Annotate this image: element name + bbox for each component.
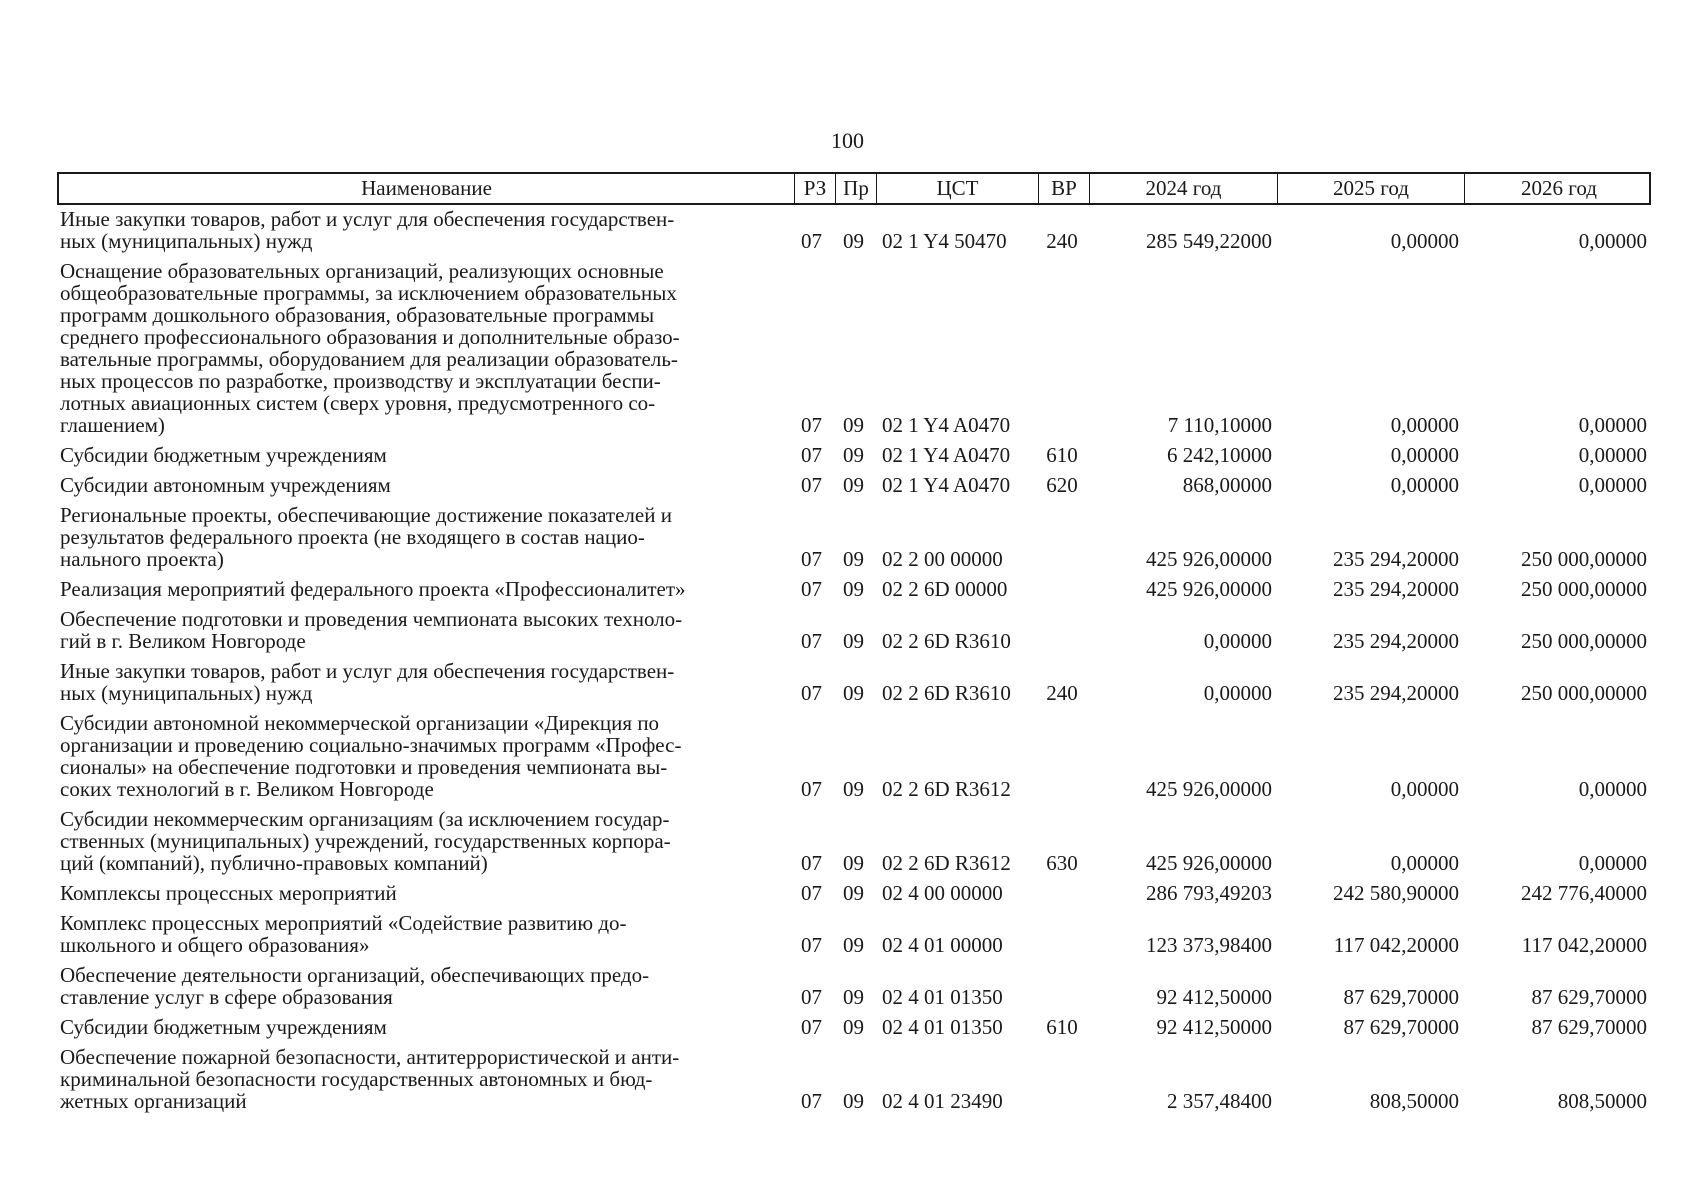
row-value-2025: 0,00000 — [1390, 851, 1459, 875]
row-vr: 610 — [1046, 1015, 1078, 1039]
row-name-line: Обеспечение деятельности организаций, обеспечивающих предо- — [60, 963, 650, 987]
row-value-2025: 235 294,20000 — [1333, 681, 1459, 705]
row-pr: 09 — [843, 577, 864, 601]
row-cst: 02 2 6D R3612 — [882, 777, 1011, 801]
row-name-line: общеобразовательные программы, за исключением образовательных — [60, 281, 677, 305]
row-name-line: Субсидии бюджетным учреждениям — [60, 1015, 387, 1039]
row-rz: 07 — [801, 851, 822, 875]
row-value-2025: 235 294,20000 — [1333, 547, 1459, 571]
row-pr: 09 — [843, 933, 864, 957]
row-name-line: глашением) — [60, 413, 165, 437]
row-cst: 02 1 Y4 50470 — [882, 229, 1007, 253]
table-row — [60, 964, 1651, 1008]
row-value-2026: 242 776,40000 — [1521, 881, 1647, 905]
row-value-2025: 0,00000 — [1390, 443, 1459, 467]
row-rz: 07 — [801, 1089, 822, 1113]
row-pr: 09 — [843, 681, 864, 705]
row-name-line: Реализация мероприятий федерального проекта «Профессионалитет» — [60, 577, 686, 601]
row-name-line: сионалы» на обеспечение подготовки и проведения чемпионата вы- — [60, 755, 668, 779]
row-pr: 09 — [843, 1089, 864, 1113]
table-row — [60, 712, 1651, 800]
row-name — [60, 208, 790, 252]
row-pr: 09 — [843, 777, 864, 801]
row-value-2024: 7 110,10000 — [1167, 413, 1272, 437]
row-name-line: Субсидии автономной некоммерческой организации «Дирекция по — [60, 711, 660, 735]
column-header-2025: 2025 год — [1277, 174, 1464, 203]
column-header-pr: Пр — [835, 174, 876, 203]
row-rz: 07 — [801, 547, 822, 571]
row-rz: 07 — [801, 777, 822, 801]
row-rz: 07 — [801, 1015, 822, 1039]
row-value-2024: 0,00000 — [1203, 629, 1272, 653]
row-name-line: Оснащение образовательных организаций, реализующих основные — [60, 259, 664, 283]
row-cst: 02 4 01 00000 — [882, 933, 1003, 957]
table-row — [60, 208, 1651, 252]
row-value-2025: 0,00000 — [1390, 229, 1459, 253]
row-rz: 07 — [801, 413, 822, 437]
table-row — [60, 474, 1651, 496]
row-value-2026: 250 000,00000 — [1521, 577, 1647, 601]
row-name-line: соких технологий в г. Великом Новгороде — [60, 777, 434, 801]
row-value-2025: 0,00000 — [1390, 473, 1459, 497]
table-row — [60, 1016, 1651, 1038]
row-value-2026: 117 042,20000 — [1521, 933, 1647, 957]
row-name-line: ных процессов по разработке, производству и эксплуатации беспи- — [60, 369, 661, 393]
row-value-2026: 250 000,00000 — [1521, 681, 1647, 705]
row-name — [60, 912, 790, 956]
row-cst: 02 4 01 01350 — [882, 1015, 1003, 1039]
table-row — [60, 1046, 1651, 1112]
page-number: 100 — [831, 128, 864, 153]
row-value-2025: 808,50000 — [1369, 1089, 1459, 1113]
row-name-line: лотных авиационных систем (сверх уровня, предусмотренного со- — [60, 391, 656, 415]
row-rz: 07 — [801, 629, 822, 653]
row-name — [60, 260, 790, 436]
table-row — [60, 260, 1651, 436]
row-value-2024: 425 926,00000 — [1146, 547, 1272, 571]
column-header-2024: 2024 год — [1089, 174, 1277, 203]
row-vr: 620 — [1046, 473, 1078, 497]
row-value-2026: 87 629,70000 — [1531, 1015, 1647, 1039]
row-pr: 09 — [843, 473, 864, 497]
row-name-line: Региональные проекты, обеспечивающие достижение показателей и — [60, 503, 672, 527]
row-cst: 02 2 00 00000 — [882, 547, 1003, 571]
row-value-2026: 0,00000 — [1578, 777, 1647, 801]
row-pr: 09 — [843, 881, 864, 905]
row-pr: 09 — [843, 1015, 864, 1039]
row-name — [60, 474, 790, 496]
table-header — [57, 172, 1651, 205]
row-pr: 09 — [843, 229, 864, 253]
row-name-line: среднего профессионального образования и дополнительные образо- — [60, 325, 680, 349]
row-value-2024: 2 357,48400 — [1167, 1089, 1272, 1113]
row-cst: 02 4 00 00000 — [882, 881, 1003, 905]
row-name-line: Субсидии бюджетным учреждениям — [60, 443, 387, 467]
row-value-2025: 117 042,20000 — [1333, 933, 1459, 957]
row-cst: 02 2 6D R3610 — [882, 681, 1011, 705]
row-value-2026: 87 629,70000 — [1531, 985, 1647, 1009]
row-value-2024: 6 242,10000 — [1167, 443, 1272, 467]
row-value-2026: 0,00000 — [1578, 443, 1647, 467]
row-name — [60, 712, 790, 800]
row-name — [60, 808, 790, 874]
row-cst: 02 2 6D R3610 — [882, 629, 1011, 653]
row-value-2024: 285 549,22000 — [1146, 229, 1272, 253]
row-value-2024: 868,00000 — [1182, 473, 1272, 497]
row-value-2026: 0,00000 — [1578, 229, 1647, 253]
table-row — [60, 912, 1651, 956]
row-vr: 240 — [1046, 229, 1078, 253]
row-pr: 09 — [843, 547, 864, 571]
row-name-line: нального проекта) — [60, 547, 224, 571]
row-name — [60, 578, 790, 600]
row-name-line: ций (компаний), публично-правовых компаний) — [60, 851, 488, 875]
row-name-line: ных (муниципальных) нужд — [60, 681, 313, 705]
row-name-line: Обеспечение подготовки и проведения чемпионата высоких техноло- — [60, 607, 683, 631]
row-name — [60, 1016, 790, 1038]
table-body — [60, 208, 1651, 1120]
row-name-line: результатов федерального проекта (не входящего в состав нацио- — [60, 525, 645, 549]
row-vr: 610 — [1046, 443, 1078, 467]
row-name — [60, 660, 790, 704]
row-value-2024: 0,00000 — [1203, 681, 1272, 705]
row-rz: 07 — [801, 443, 822, 467]
row-name-line: Комплекс процессных мероприятий «Содействие развитию до- — [60, 911, 627, 935]
row-cst: 02 4 01 01350 — [882, 985, 1003, 1009]
row-vr: 630 — [1046, 851, 1078, 875]
row-name-line: криминальной безопасности государственных автономных и бюд- — [60, 1067, 653, 1091]
row-rz: 07 — [801, 577, 822, 601]
column-header-name: Наименование — [361, 176, 492, 200]
row-rz: 07 — [801, 933, 822, 957]
table-row — [60, 660, 1651, 704]
row-name-line: программ дошкольного образования, образовательные программы — [60, 303, 655, 327]
table-row — [60, 608, 1651, 652]
row-name-line: ных (муниципальных) нужд — [60, 229, 313, 253]
row-value-2024: 425 926,00000 — [1146, 851, 1272, 875]
row-name — [60, 1046, 790, 1112]
row-cst: 02 1 Y4 A0470 — [882, 473, 1011, 497]
row-name-line: Иные закупки товаров, работ и услуг для обеспечения государствен- — [60, 659, 675, 683]
row-pr: 09 — [843, 413, 864, 437]
row-value-2026: 0,00000 — [1578, 413, 1647, 437]
row-name — [60, 504, 790, 570]
row-value-2026: 250 000,00000 — [1521, 547, 1647, 571]
table-row — [60, 578, 1651, 600]
row-name — [60, 608, 790, 652]
row-rz: 07 — [801, 229, 822, 253]
row-value-2026: 250 000,00000 — [1521, 629, 1647, 653]
row-value-2025: 0,00000 — [1390, 413, 1459, 437]
row-name-line: Субсидии некоммерческим организациям (за исключением государ- — [60, 807, 670, 831]
row-rz: 07 — [801, 881, 822, 905]
row-name-line: Иные закупки товаров, работ и услуг для обеспечения государствен- — [60, 207, 675, 231]
row-pr: 09 — [843, 851, 864, 875]
row-value-2024: 425 926,00000 — [1146, 577, 1272, 601]
row-value-2025: 0,00000 — [1390, 777, 1459, 801]
row-pr: 09 — [843, 443, 864, 467]
row-value-2024: 425 926,00000 — [1146, 777, 1272, 801]
row-name-line: организации и проведению социально-значимых программ «Профес- — [60, 733, 682, 757]
row-name — [60, 882, 790, 904]
row-pr: 09 — [843, 985, 864, 1009]
row-name-line: ставление услуг в сфере образования — [60, 985, 393, 1009]
row-value-2024: 92 412,50000 — [1156, 1015, 1272, 1039]
row-name — [60, 964, 790, 1008]
row-cst: 02 2 6D R3612 — [882, 851, 1011, 875]
row-value-2026: 0,00000 — [1578, 851, 1647, 875]
column-header-rz: РЗ — [794, 174, 835, 203]
table-row — [60, 882, 1651, 904]
column-header-2026: 2026 год — [1464, 174, 1653, 203]
row-name-line: жетных организаций — [60, 1089, 247, 1113]
row-cst: 02 1 Y4 A0470 — [882, 443, 1011, 467]
column-header-cst: ЦСТ — [876, 174, 1038, 203]
row-value-2026: 808,50000 — [1557, 1089, 1647, 1113]
row-name-line: Субсидии автономным учреждениям — [60, 473, 391, 497]
row-value-2025: 242 580,90000 — [1333, 881, 1459, 905]
row-name — [60, 444, 790, 466]
row-cst: 02 1 Y4 A0470 — [882, 413, 1011, 437]
row-value-2024: 123 373,98400 — [1146, 933, 1272, 957]
row-value-2024: 92 412,50000 — [1156, 985, 1272, 1009]
row-pr: 09 — [843, 629, 864, 653]
row-rz: 07 — [801, 473, 822, 497]
row-name-line: Обеспечение пожарной безопасности, антитеррористической и анти- — [60, 1045, 680, 1069]
table-row — [60, 504, 1651, 570]
table-row — [60, 444, 1651, 466]
row-value-2025: 87 629,70000 — [1343, 1015, 1459, 1039]
column-header-vr: ВР — [1038, 174, 1089, 203]
table-row — [60, 808, 1651, 874]
row-name-line: школьного и общего образования» — [60, 933, 370, 957]
row-value-2024: 286 793,49203 — [1146, 881, 1272, 905]
row-value-2025: 235 294,20000 — [1333, 577, 1459, 601]
row-cst: 02 2 6D 00000 — [882, 577, 1008, 601]
row-name-line: Комплексы процессных мероприятий — [60, 881, 397, 905]
row-name-line: гий в г. Великом Новгороде — [60, 629, 306, 653]
row-vr: 240 — [1046, 681, 1078, 705]
row-name-line: вательные программы, оборудованием для реализации образователь- — [60, 347, 678, 371]
row-cst: 02 4 01 23490 — [882, 1089, 1003, 1113]
row-value-2025: 235 294,20000 — [1333, 629, 1459, 653]
row-rz: 07 — [801, 985, 822, 1009]
row-rz: 07 — [801, 681, 822, 705]
row-name-line: ственных (муниципальных) учреждений, государственных корпора- — [60, 829, 671, 853]
row-value-2025: 87 629,70000 — [1343, 985, 1459, 1009]
row-value-2026: 0,00000 — [1578, 473, 1647, 497]
